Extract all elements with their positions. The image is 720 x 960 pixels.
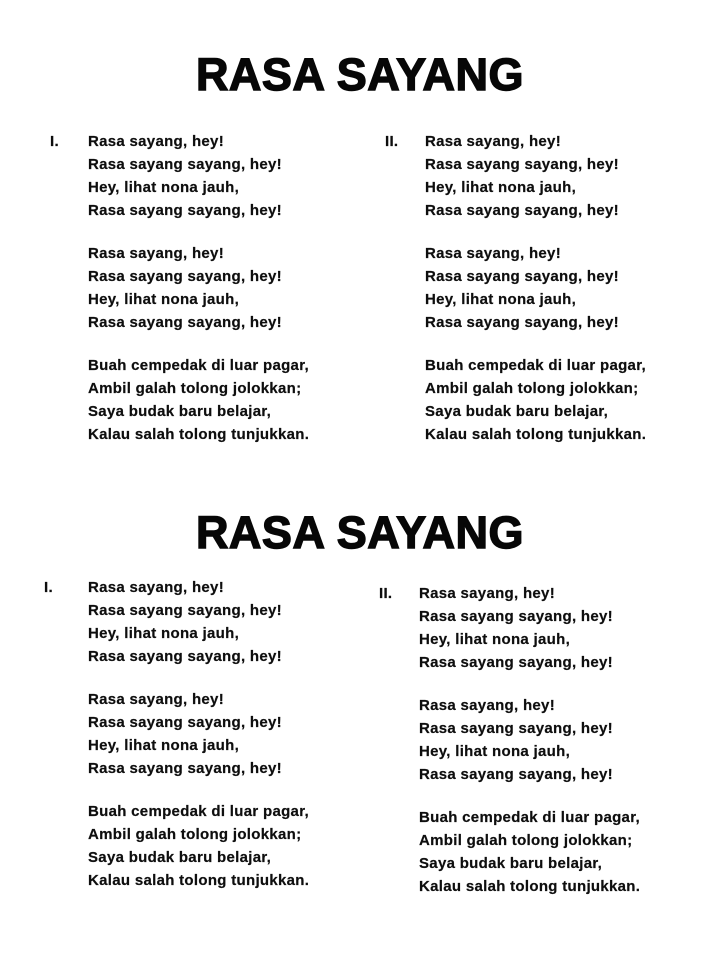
lyric-line: Hey, lihat nona jauh,: [425, 179, 577, 196]
verses: [88, 576, 309, 892]
lyric-line: Saya budak baru belajar,: [425, 403, 609, 420]
lyric-line: Rasa sayang sayang, hey!: [425, 202, 619, 219]
lyric-line: Hey, lihat nona jauh,: [88, 625, 240, 642]
lyric-line: Rasa sayang, hey!: [425, 133, 561, 150]
lyrics-columns: [0, 576, 720, 898]
verse-1: [419, 582, 640, 674]
lyric-line: Hey, lihat nona jauh,: [419, 743, 571, 760]
verse-2: [419, 694, 640, 786]
lyric-line: Hey, lihat nona jauh,: [425, 291, 577, 308]
verse-1: [425, 130, 646, 222]
lyric-line: Kalau salah tolong tunjukkan.: [88, 872, 310, 889]
verse-3: [425, 354, 646, 446]
verse-3: [88, 800, 309, 892]
column-label-i: I.: [44, 579, 53, 596]
lyric-line: Buah cempedak di luar pagar,: [88, 803, 309, 820]
lyric-line: Buah cempedak di luar pagar,: [88, 357, 309, 374]
lyric-line: Rasa sayang sayang, hey!: [88, 648, 282, 665]
lyric-line: Kalau salah tolong tunjukkan.: [425, 426, 647, 443]
song-section-2: [0, 507, 720, 898]
lyric-line: Hey, lihat nona jauh,: [88, 737, 240, 754]
lyric-line: Rasa sayang, hey!: [88, 245, 224, 262]
lyrics-columns: [0, 130, 720, 446]
lyric-line: Rasa sayang, hey!: [88, 691, 224, 708]
lyric-line: Buah cempedak di luar pagar,: [419, 809, 640, 826]
lyric-line: Rasa sayang sayang, hey!: [88, 714, 282, 731]
lyric-line: Ambil galah tolong jolokkan;: [88, 380, 302, 397]
lyrics-column-i: [44, 576, 379, 898]
lyric-line: Rasa sayang, hey!: [425, 245, 561, 262]
verse-1: [88, 576, 309, 668]
verse-2: [88, 688, 309, 780]
song-section-1: [0, 49, 720, 446]
column-label-ii: II.: [385, 133, 399, 150]
lyric-line: Rasa sayang sayang, hey!: [88, 314, 282, 331]
lyric-line: Rasa sayang sayang, hey!: [425, 314, 619, 331]
lyrics-column-i: [50, 130, 385, 446]
lyric-line: Rasa sayang sayang, hey!: [419, 654, 613, 671]
verse-2: [88, 242, 309, 334]
verse-3: [88, 354, 309, 446]
column-label-i: I.: [50, 133, 59, 150]
lyric-line: Hey, lihat nona jauh,: [88, 179, 240, 196]
lyric-line: Rasa sayang, hey!: [88, 133, 224, 150]
lyric-line: Rasa sayang, hey!: [88, 579, 224, 596]
lyric-line: Hey, lihat nona jauh,: [419, 631, 571, 648]
lyric-line: Ambil galah tolong jolokkan;: [419, 832, 633, 849]
verses: [425, 130, 646, 446]
lyric-line: Saya budak baru belajar,: [419, 855, 603, 872]
lyric-line: Kalau salah tolong tunjukkan.: [419, 878, 641, 895]
verse-1: [88, 130, 309, 222]
lyric-line: Ambil galah tolong jolokkan;: [425, 380, 639, 397]
lyric-line: Kalau salah tolong tunjukkan.: [88, 426, 310, 443]
verse-2: [425, 242, 646, 334]
lyric-line: Buah cempedak di luar pagar,: [425, 357, 646, 374]
lyric-line: Rasa sayang sayang, hey!: [425, 268, 619, 285]
lyric-line: Hey, lihat nona jauh,: [88, 291, 240, 308]
lyric-line: Rasa sayang sayang, hey!: [419, 720, 613, 737]
lyric-line: Rasa sayang sayang, hey!: [88, 602, 282, 619]
verses: [88, 130, 309, 446]
lyric-line: Rasa sayang sayang, hey!: [88, 268, 282, 285]
lyrics-column-ii: [385, 130, 646, 446]
lyrics-column-ii: [379, 576, 640, 898]
verse-3: [419, 806, 640, 898]
column-label-ii: II.: [379, 585, 393, 602]
lyric-line: Rasa sayang sayang, hey!: [419, 766, 613, 783]
lyric-line: Rasa sayang sayang, hey!: [88, 156, 282, 173]
lyric-line: Rasa sayang, hey!: [419, 585, 555, 602]
lyric-line: Ambil galah tolong jolokkan;: [88, 826, 302, 843]
song-title: RASA SAYANG: [195, 49, 525, 100]
lyric-line: Rasa sayang sayang, hey!: [419, 608, 613, 625]
verses: [419, 582, 640, 898]
lyric-line: Saya budak baru belajar,: [88, 849, 272, 866]
lyric-line: Rasa sayang, hey!: [419, 697, 555, 714]
lyric-line: Rasa sayang sayang, hey!: [425, 156, 619, 173]
song-title: RASA SAYANG: [195, 507, 525, 558]
lyric-line: Rasa sayang sayang, hey!: [88, 202, 282, 219]
lyric-line: Rasa sayang sayang, hey!: [88, 760, 282, 777]
lyric-line: Saya budak baru belajar,: [88, 403, 272, 420]
